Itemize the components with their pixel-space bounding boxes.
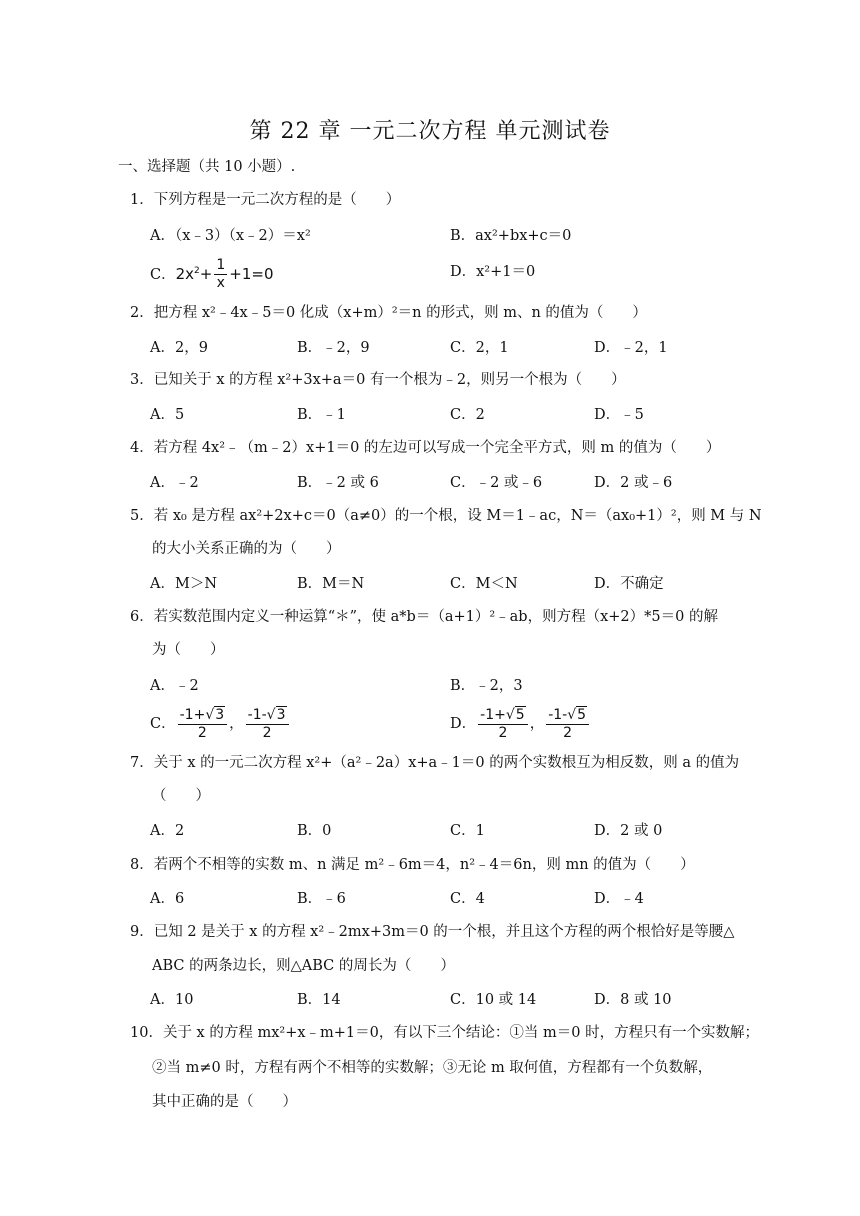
- question-3-stem: 3．已知关于 x 的方程 x²+3x+a＝0 有一个根为﹣2，则另一个根为（ ）: [130, 372, 626, 388]
- q5-option-c: C．M＜N: [450, 576, 518, 592]
- q8-option-a: A．6: [150, 891, 185, 907]
- q3-option-b: B．﹣1: [297, 407, 346, 423]
- q1-option-a: A．（x﹣3）（x﹣2）＝x²: [150, 228, 311, 244]
- q9-option-d: D．8 或 10: [594, 992, 672, 1008]
- question-6-stem-line-2: 为（ ）: [152, 642, 225, 658]
- question-8-stem: 8．若两个不相等的实数 m、n 满足 m²﹣6m＝4，n²﹣4＝6n，则 mn 的值为（ ）: [130, 857, 695, 873]
- q4-option-a: A．﹣2: [150, 475, 199, 491]
- q6-option-b: B．﹣2，3: [450, 678, 523, 694]
- q6-option-a: A．﹣2: [150, 678, 199, 694]
- q3-option-a: A．5: [150, 407, 185, 423]
- question-5-stem-line-2: 的大小关系正确的为（ ）: [152, 541, 341, 557]
- q1-option-b: B．ax²+bx+c＝0: [450, 228, 572, 244]
- q9-option-c: C．10 或 14: [450, 992, 537, 1008]
- question-2-stem: 2．把方程 x²﹣4x﹣5＝0 化成（x+m）²＝n 的形式，则 m、n 的值为（ ）: [130, 305, 647, 321]
- q2-option-d: D．﹣2，1: [594, 340, 668, 356]
- page-title: 第 22 章 一元二次方程 单元测试卷: [249, 119, 611, 144]
- q2-option-a: A．2，9: [150, 340, 208, 356]
- q4-option-b: B．﹣2 或 6: [297, 475, 379, 491]
- q8-option-c: C．4: [450, 891, 485, 907]
- question-5-stem-line-1: 5．若 x₀ 是方程 ax²+2x+c＝0（a≠0）的一个根，设 M＝1﹣ac，N＝（ax₀+1）²，则 M 与 N: [130, 508, 762, 524]
- q5-option-b: B．M＝N: [297, 576, 365, 592]
- q1-option-c-formula: $2x^2+$ $\frac{1}{x}$ +1=0: [175, 257, 274, 291]
- q3-option-c: C．2: [450, 407, 485, 423]
- q6-option-d-root-2: $\frac{-1-√5}{2}$: [546, 707, 589, 742]
- q8-option-d: D．﹣4: [594, 891, 644, 907]
- q9-option-b: B．14: [297, 992, 341, 1008]
- q7-option-a: A．2: [150, 823, 185, 839]
- question-1-stem: 1．下列方程是一元二次方程的是（ ）: [130, 192, 401, 208]
- question-6-stem-line-1: 6．若实数范围内定义一种运算“＊”，使 a*b＝（a+1）²﹣ab，则方程（x+2）*5＝0 的解: [130, 609, 718, 625]
- q5-option-d: D．不确定: [594, 576, 664, 592]
- q1-option-d: D．x²+1＝0: [450, 264, 536, 280]
- q1-option-c: C．$2x^2+$ $\frac{1}{x}$ +1=0: [150, 257, 274, 291]
- q2-option-c: C．2，1: [450, 340, 509, 356]
- question-10-stem-line-2: ②当 m≠0 时，方程有两个不相等的实数解；③无论 m 取何值，方程都有一个负数解，: [152, 1060, 713, 1076]
- q5-option-a: A．M＞N: [150, 576, 218, 592]
- question-7-stem-line-1: 7．关于 x 的一元二次方程 x²+（a²﹣2a）x+a﹣1＝0 的两个实数根互为相反数，则 a 的值为: [130, 755, 740, 771]
- q7-option-b: B．0: [297, 823, 332, 839]
- q6-option-c: C． $\frac{-1+√3}{2}$ ， $\frac{-1-√3}{2}$: [150, 704, 291, 744]
- question-4-stem: 4．若方程 4x²﹣（m﹣2）x+1＝0 的左边可以写成一个完全平方式，则 m 的值为（ ）: [130, 440, 721, 456]
- question-9-stem-line-2: ABC 的两条边长，则△ABC 的周长为（ ）: [152, 958, 455, 974]
- section-heading: 一、选择题（共 10 小题）.: [118, 159, 296, 175]
- question-7-stem-line-2: （ ）: [152, 788, 210, 804]
- q2-option-b: B．﹣2，9: [297, 340, 370, 356]
- q6-option-d-root-1: $\frac{-1+√5}{2}$: [478, 707, 528, 742]
- q7-option-d: D．2 或 0: [594, 823, 663, 839]
- q4-option-c: C．﹣2 或﹣6: [450, 475, 543, 491]
- question-10-stem-line-3: 其中正确的是（ ）: [152, 1094, 297, 1110]
- q6-option-d: D． $\frac{-1+√5}{2}$ ， $\frac{-1-√5}{2}$: [450, 704, 591, 744]
- q7-option-c: C．1: [450, 823, 485, 839]
- q3-option-d: D．﹣5: [594, 407, 644, 423]
- question-10-stem-line-1: 10．关于 x 的方程 mx²+x﹣m+1＝0，有以下三个结论：①当 m＝0 时，方程只有一个实数解；: [130, 1025, 760, 1041]
- q4-option-d: D．2 或﹣6: [594, 475, 673, 491]
- question-9-stem-line-1: 9．已知 2 是关于 x 的方程 x²﹣2mx+3m＝0 的一个根，并且这个方程的两个根恰好是等腰△: [130, 924, 735, 940]
- q6-option-c-root-1: $\frac{-1+√3}{2}$: [178, 707, 228, 742]
- q8-option-b: B．﹣6: [297, 891, 346, 907]
- q9-option-a: A．10: [150, 992, 194, 1008]
- q6-option-c-root-2: $\frac{-1-√3}{2}$: [246, 707, 289, 742]
